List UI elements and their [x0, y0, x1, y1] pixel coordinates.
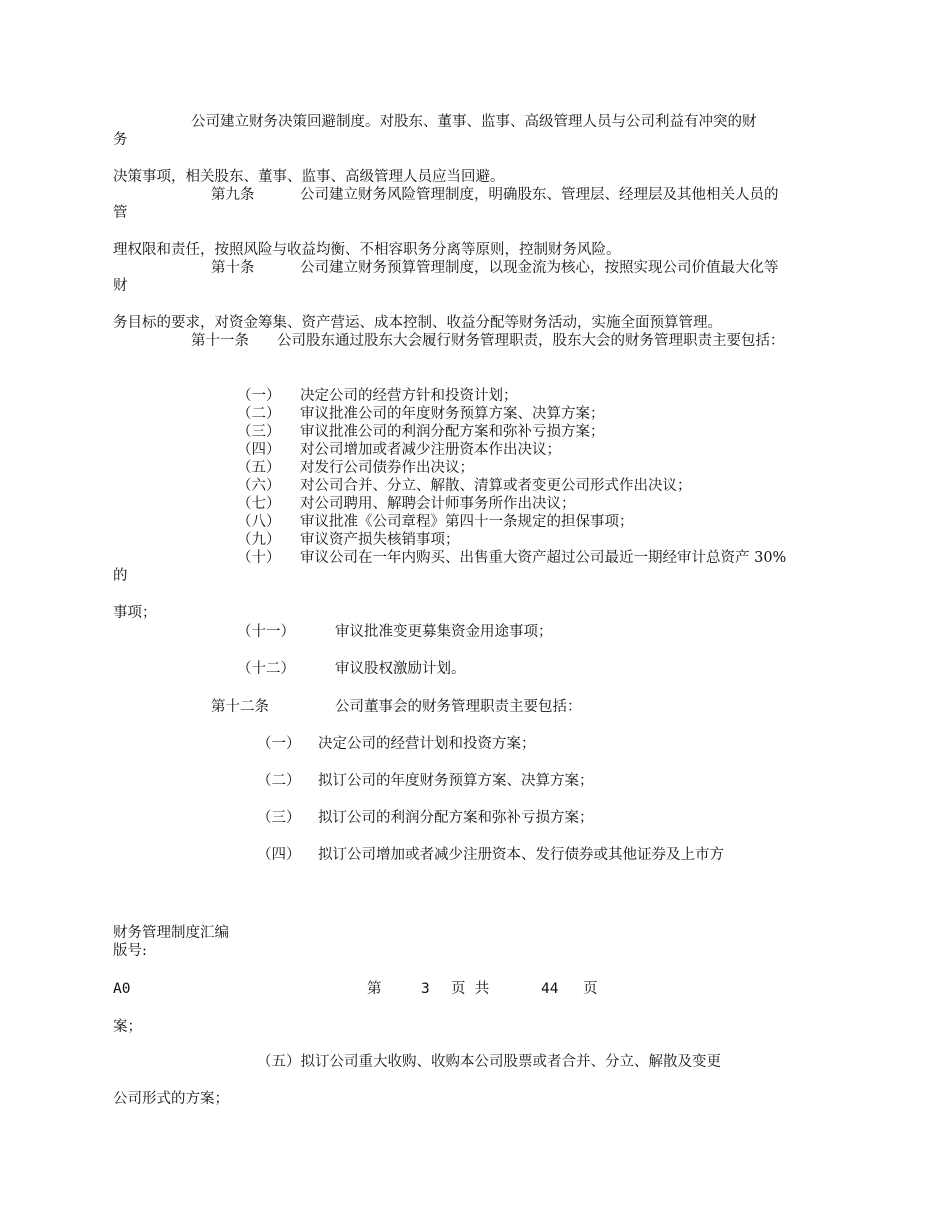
list-item-number: （十）	[237, 550, 281, 566]
paragraph-decision-avoidance-line1: 公司建立财务决策回避制度。对股东、董事、监事、高级管理人员与公司利益有冲突的财	[191, 114, 757, 130]
article-11-label: 第十一条	[191, 333, 249, 349]
list-item-number: （十二）	[237, 661, 295, 677]
article-10-line2: 务目标的要求，对资金筹集、资产营运、成本控制、收益分配等财务活动，实施全面预算管理。	[113, 315, 722, 331]
version-value: A0	[113, 981, 131, 997]
continuation-item-5: （五）拟订公司重大收购、收购本公司股票或者合并、分立、解散及变更	[257, 1054, 721, 1070]
article-9-line1: 公司建立财务风险管理制度，明确股东、管理层、经理层及其他相关人员的	[300, 187, 779, 203]
paragraph-decision-avoidance-wrap: 务	[113, 132, 128, 148]
list-item-text: 对公司聘用、解聘会计师事务所作出决议；	[300, 496, 576, 512]
list-item-number: （七）	[237, 496, 281, 512]
article-9-label: 第九条	[211, 187, 255, 203]
list-item-continuation: 事项；	[113, 605, 157, 621]
list-item-number: （一）	[237, 388, 281, 404]
article-11-text: 公司股东通过股东大会履行财务管理职责，股东大会的财务管理职责主要包括：	[277, 333, 785, 349]
article-10-line1: 公司建立财务预算管理制度，以现金流为核心，按照实现公司价值最大化等	[300, 260, 779, 276]
continuation-line3: 公司形式的方案；	[113, 1091, 229, 1107]
list-item-text: 拟订公司的利润分配方案和弥补亏损方案；	[318, 810, 594, 826]
list-item-number: （八）	[237, 514, 281, 530]
list-item-text: 决定公司的经营方针和投资计划；	[300, 388, 518, 404]
list-item-number: （十一）	[237, 624, 295, 640]
document-title: 财务管理制度汇编	[113, 925, 229, 941]
list-item-text: 审议批准变更募集资金用途事项；	[335, 624, 553, 640]
page-mid: 页 共	[451, 981, 490, 997]
continuation-line1: 案；	[113, 1019, 142, 1035]
list-item-text: 拟订公司增加或者减少注册资本、发行债券或其他证券及上市方	[318, 847, 724, 863]
list-item-text: 对发行公司债券作出决议；	[300, 460, 474, 476]
list-item-wrap: 的	[113, 568, 128, 584]
list-item-text: 审议批准《公司章程》第四十一条规定的担保事项；	[300, 514, 634, 530]
list-item-text: 对公司增加或者减少注册资本作出决议；	[300, 442, 561, 458]
list-item-number: （五）	[237, 460, 281, 476]
list-item-text: 决定公司的经营计划和投资方案；	[318, 736, 536, 752]
list-item-text: 审议批准公司的年度财务预算方案、决算方案；	[300, 406, 605, 422]
list-item-text: 审议批准公司的利润分配方案和弥补亏损方案；	[300, 424, 605, 440]
list-item-number: （三）	[237, 424, 281, 440]
list-item-number: （一）	[257, 736, 301, 752]
article-10-label: 第十条	[211, 260, 255, 276]
list-item-number: （九）	[237, 532, 281, 548]
list-item-number: （二）	[237, 406, 281, 422]
list-item-text: 审议公司在一年内购买、出售重大资产超过公司最近一期经审计总资产 30%	[300, 550, 787, 566]
article-10-wrap: 财	[113, 278, 128, 294]
version-label: 版号:	[113, 943, 147, 959]
page-current: 3	[421, 981, 430, 997]
list-item-number: （三）	[257, 810, 301, 826]
paragraph-decision-avoidance-line2: 决策事项，相关股东、董事、监事、高级管理人员应当回避。	[113, 169, 505, 185]
list-item-number: （四）	[237, 442, 281, 458]
list-item-text: 对公司合并、分立、解散、清算或者变更公司形式作出决议；	[300, 478, 692, 494]
list-item-number: （四）	[257, 847, 301, 863]
article-9-line2: 理权限和责任，按照风险与收益均衡、不相容职务分离等原则，控制财务风险。	[113, 242, 621, 258]
list-item-text: 审议资产损失核销事项；	[300, 532, 460, 548]
page-total: 44	[541, 981, 559, 997]
article-12-label: 第十二条	[211, 699, 269, 715]
article-9-wrap: 管	[113, 205, 128, 221]
article-12-text: 公司董事会的财务管理职责主要包括：	[335, 699, 582, 715]
list-item-number: （六）	[237, 478, 281, 494]
list-item-number: （二）	[257, 773, 301, 789]
list-item-text: 审议股权激励计划。	[335, 661, 466, 677]
page-prefix: 第	[367, 981, 382, 997]
list-item-text: 拟订公司的年度财务预算方案、决算方案；	[318, 773, 594, 789]
page-suffix: 页	[583, 981, 598, 997]
